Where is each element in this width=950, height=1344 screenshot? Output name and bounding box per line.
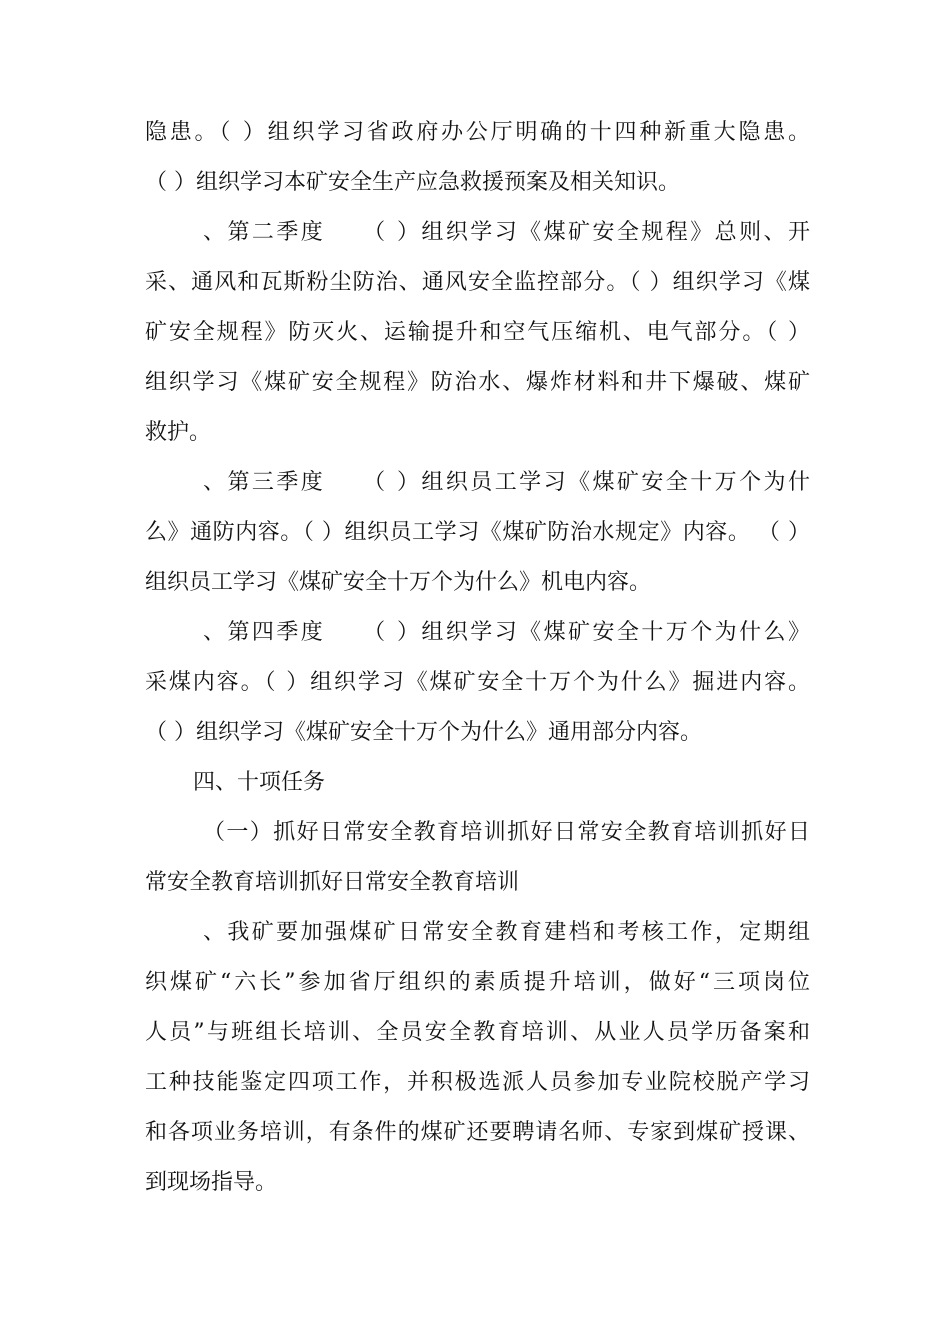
text-line-15: （一）抓好日常安全教育培训抓好日常安全教育培训抓好日 xyxy=(203,820,810,845)
text-line-12: 采煤内容。（ ）组织学习《煤矿安全十万个为什么》掘进内容。 xyxy=(145,670,810,695)
text-line-10: 组织员工学习《煤矿安全十万个为什么》机电内容。 xyxy=(145,570,652,595)
text-line-6: 组织学习《煤矿安全规程》防治水、爆炸材料和井下爆破、煤矿 xyxy=(145,370,810,395)
text-line-4: 采、通风和瓦斯粉尘防治、通风安全监控部分。（ ）组织学习《煤 xyxy=(145,270,810,295)
text-line-11: 、第四季度 （ ）组织学习《煤矿安全十万个为什么》 xyxy=(203,620,810,645)
text-line-17: 、我矿要加强煤矿日常安全教育建档和考核工作，定期组 xyxy=(203,920,810,945)
text-line-9: 么》通防内容。（ ）组织员工学习《煤矿防治水规定》内容。 （ ） xyxy=(145,520,810,545)
text-line-2: （ ）组织学习本矿安全生产应急救援预案及相关知识。 xyxy=(145,170,680,195)
text-line-13: （ ）组织学习《煤矿安全十万个为什么》通用部分内容。 xyxy=(145,720,702,745)
text-line-19: 人员”与班组长培训、全员安全教育培训、从业人员学历备案和 xyxy=(145,1020,810,1045)
text-line-21: 和各项业务培训，有条件的煤矿还要聘请名师、专家到煤矿授课、 xyxy=(145,1120,810,1145)
text-line-22: 到现场指导。 xyxy=(145,1170,278,1195)
text-line-8: 、第三季度 （ ）组织员工学习《煤矿安全十万个为什 xyxy=(203,470,810,495)
text-line-7: 救护。 xyxy=(145,420,212,445)
section-heading-ten-tasks: 四、十项任务 xyxy=(193,770,326,795)
text-line-16: 常安全教育培训抓好日常安全教育培训 xyxy=(145,870,520,895)
text-line-5: 矿安全规程》防灭火、运输提升和空气压缩机、电气部分。（ ） xyxy=(145,320,810,345)
text-line-1: 隐患。（ ）组织学习省政府办公厅明确的十四种新重大隐患。 xyxy=(145,120,810,145)
text-line-20: 工种技能鉴定四项工作，并积极选派人员参加专业院校脱产学习 xyxy=(145,1070,810,1095)
text-line-18: 织煤矿“六长”参加省厅组织的素质提升培训，做好“三项岗位 xyxy=(145,970,810,995)
text-line-3: 、第二季度 （ ）组织学习《煤矿安全规程》总则、开 xyxy=(203,220,810,245)
